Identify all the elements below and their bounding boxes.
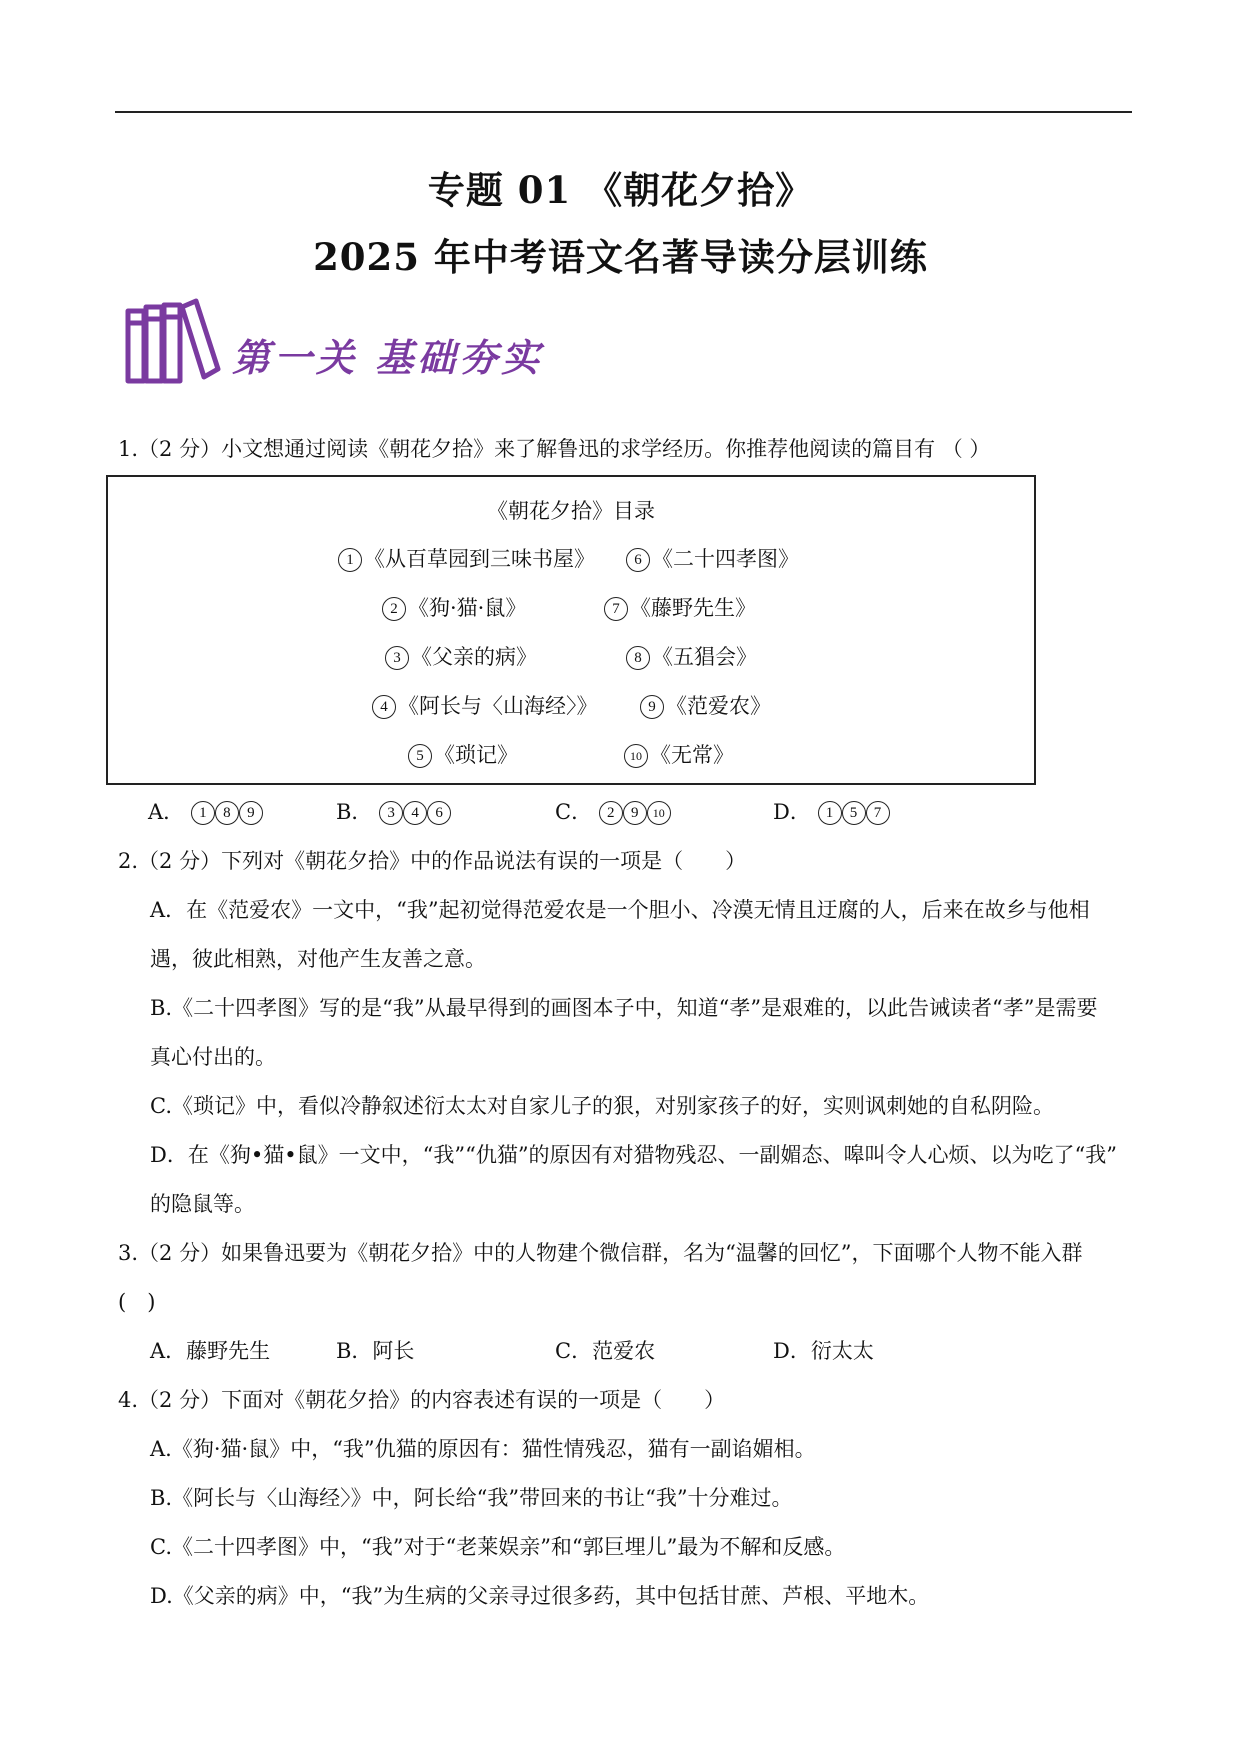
circled-number: 6 <box>626 548 650 572</box>
q2-option-d[interactable]: D．在《狗•猫•鼠》一文中，“我”“仇猫”的原因有对猎物残忍、一副媚态、嗥叫令人心烦、以为吃了“我” <box>150 1143 1118 1167</box>
circled-number: 8 <box>626 646 650 670</box>
toc-item: 《狗·猫·鼠》 <box>408 596 527 620</box>
section-banner <box>122 293 562 393</box>
toc-box <box>106 475 1036 785</box>
q1-option-d[interactable] <box>773 797 890 827</box>
option-label: D． <box>773 800 811 824</box>
circled-number: 5 <box>408 744 432 768</box>
circled-number: 6 <box>427 801 451 825</box>
circled-number: 3 <box>385 646 409 670</box>
q2-option-a-cont: 遇，彼此相熟，对他产生友善之意。 <box>150 947 486 971</box>
q3-option-c[interactable]: C．范爱农 <box>555 1339 656 1363</box>
circled-number: 2 <box>599 801 623 825</box>
circled-number: 7 <box>604 597 628 621</box>
page-title: 专题 01 《朝花夕拾》 <box>427 168 814 212</box>
circled-number: 9 <box>239 801 263 825</box>
toc-row <box>382 592 526 622</box>
toc-item: 《无常》 <box>650 743 734 767</box>
toc-row <box>624 739 734 769</box>
toc-item: 《从百草园到三味书屋》 <box>364 547 595 571</box>
circled-number: 10 <box>624 744 648 768</box>
header-rule <box>115 111 1132 113</box>
toc-row <box>626 543 799 573</box>
circled-number: 10 <box>647 801 671 825</box>
q2-option-c[interactable]: C.《琐记》中，看似冷静叙述衍太太对自家儿子的狠，对别家孩子的好，实则讽刺她的自私阴险。 <box>150 1094 1054 1118</box>
option-label: A． <box>148 800 185 824</box>
circled-number: 3 <box>379 801 403 825</box>
toc-item: 《琐记》 <box>434 743 518 767</box>
circled-number: 7 <box>866 801 890 825</box>
circled-number: 1 <box>338 548 362 572</box>
q4-option-c[interactable]: C.《二十四孝图》中，“我”对于“老莱娱亲”和“郭巨埋儿”最为不解和反感。 <box>150 1535 846 1559</box>
toc-item: 《二十四孝图》 <box>652 547 799 571</box>
q3-stem-cont: ( ) <box>118 1290 156 1314</box>
toc-row <box>385 641 537 671</box>
q1-option-b[interactable] <box>336 797 451 827</box>
toc-item: 《藤野先生》 <box>630 596 756 620</box>
q1-option-c[interactable] <box>555 797 671 827</box>
toc-row <box>640 690 771 720</box>
section-title: 第一关 基础夯实 <box>232 335 544 380</box>
q2-stem: 2.（2 分）下列对《朝花夕拾》中的作品说法有误的一项是（ ） <box>118 849 747 873</box>
toc-row <box>338 543 595 573</box>
q4-stem: 4.（2 分）下面对《朝花夕拾》的内容表述有误的一项是（ ） <box>118 1388 726 1412</box>
q2-option-a[interactable]: A．在《范爱农》一文中，“我”起初觉得范爱农是一个胆小、冷漠无情且迂腐的人，后来在故乡与他相 <box>150 898 1090 922</box>
q3-option-d[interactable]: D．衍太太 <box>773 1339 874 1363</box>
q4-option-a[interactable]: A.《狗·猫·鼠》中，“我”仇猫的原因有：猫性情残忍，猫有一副谄媚相。 <box>150 1437 816 1461</box>
toc-row <box>626 641 757 671</box>
q2-option-b-cont: 真心付出的。 <box>150 1045 276 1069</box>
q3-option-b[interactable]: B．阿长 <box>336 1339 415 1363</box>
option-label: C． <box>555 800 593 824</box>
circled-number: 5 <box>842 801 866 825</box>
toc-item: 《父亲的病》 <box>411 645 537 669</box>
circled-number: 8 <box>215 801 239 825</box>
q1-option-a[interactable] <box>148 797 263 827</box>
q3-stem: 3.（2 分）如果鲁迅要为《朝花夕拾》中的人物建个微信群，名为“温馨的回忆”，下面哪个人物不能入群 <box>118 1241 1083 1265</box>
page-subtitle: 2025 年中考语文名著导读分层训练 <box>313 235 928 279</box>
toc-item: 《范爱农》 <box>666 694 771 718</box>
option-label: B． <box>336 800 373 824</box>
toc-row <box>372 690 598 720</box>
toc-row <box>604 592 756 622</box>
q1-stem: 1.（2 分）小文想通过阅读《朝花夕拾》来了解鲁迅的求学经历。你推荐他阅读的篇目有 （ ） <box>118 437 991 461</box>
books-icon <box>122 293 227 393</box>
q2-option-b[interactable]: B.《二十四孝图》写的是“我”从最早得到的画图本子中，知道“孝”是艰难的，以此告诫读者“孝”是需要 <box>150 996 1098 1020</box>
circled-number: 4 <box>403 801 427 825</box>
q4-option-b[interactable]: B.《阿长与〈山海经〉》中，阿长给“我”带回来的书让“我”十分难过。 <box>150 1486 793 1510</box>
circled-number: 4 <box>372 695 396 719</box>
circled-number: 2 <box>382 597 406 621</box>
toc-title: 《朝花夕拾》目录 <box>487 499 655 523</box>
q3-option-a[interactable]: A．藤野先生 <box>150 1339 271 1363</box>
toc-row <box>408 739 518 769</box>
circled-number: 9 <box>623 801 647 825</box>
circled-number: 1 <box>818 801 842 825</box>
q4-option-d[interactable]: D.《父亲的病》中，“我”为生病的父亲寻过很多药，其中包括甘蔗、芦根、平地木。 <box>150 1584 930 1608</box>
circled-number: 9 <box>640 695 664 719</box>
toc-item: 《五猖会》 <box>652 645 757 669</box>
q2-option-d-cont: 的隐鼠等。 <box>150 1192 255 1216</box>
toc-item: 《阿长与〈山海经〉》 <box>398 694 598 718</box>
circled-number: 1 <box>191 801 215 825</box>
